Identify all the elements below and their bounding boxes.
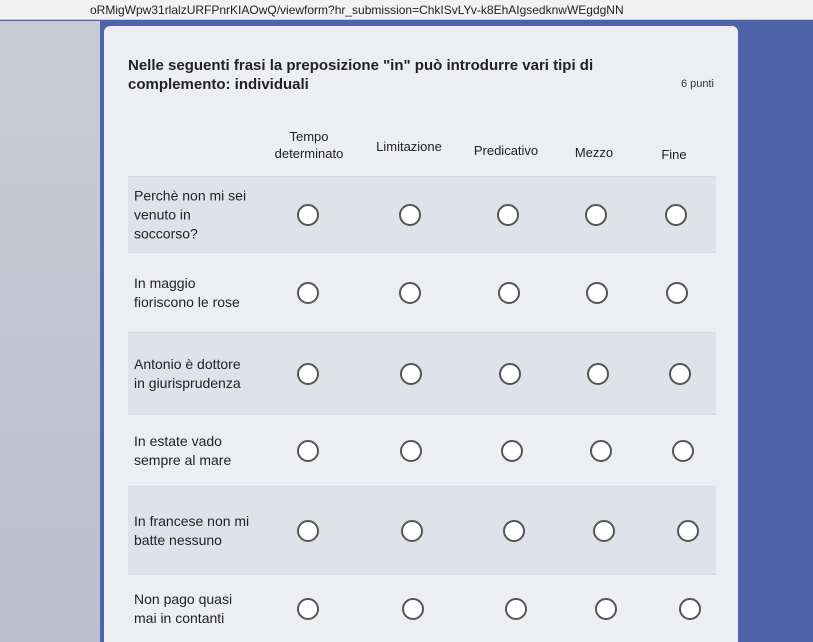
radio-fine[interactable] (666, 282, 688, 304)
radio-mezzo[interactable] (593, 520, 615, 542)
radio-mezzo[interactable] (590, 440, 612, 462)
radio-limitazione[interactable] (399, 204, 421, 226)
radio-tempo-determinato[interactable] (297, 204, 319, 226)
radio-tempo-determinato[interactable] (297, 282, 319, 304)
radio-fine[interactable] (672, 440, 694, 462)
radio-tempo-determinato[interactable] (297, 520, 319, 542)
radio-mezzo[interactable] (587, 363, 609, 385)
radio-tempo-determinato[interactable] (297, 440, 319, 462)
radio-mezzo[interactable] (595, 598, 617, 620)
radio-fine[interactable] (665, 204, 687, 226)
column-header-fine: Fine (661, 147, 687, 162)
radio-fine[interactable] (669, 363, 691, 385)
grid-row (128, 574, 716, 642)
column-header-predicativo: Predicativo (473, 143, 539, 158)
radio-fine[interactable] (677, 520, 699, 542)
radio-limitazione[interactable] (402, 598, 424, 620)
radio-limitazione[interactable] (400, 440, 422, 462)
row-label: In estate vado sempre al mare (134, 432, 232, 468)
url-text: oRMigWpw31rlalzURFPnrKIAOwQ/viewform?hr_submission=ChkISvLYv-k8EhAIgsedknwWEgdgNN (90, 3, 624, 17)
radio-predicativo[interactable] (501, 440, 523, 462)
radio-predicativo[interactable] (497, 204, 519, 226)
grid-row (128, 486, 716, 574)
question-title: Nelle seguenti frasi la preposizione "in" può introdurre vari tipi di complemento: individuali (128, 57, 594, 93)
radio-tempo-determinato[interactable] (297, 363, 319, 385)
row-label: Antonio è dottore in giurisprudenza (134, 355, 241, 391)
radio-predicativo[interactable] (498, 282, 520, 304)
row-label: In francese non mi batte nessuno (134, 512, 250, 548)
page-background (0, 21, 100, 642)
points-label: 6 punti (680, 78, 714, 90)
radio-mezzo[interactable] (586, 282, 608, 304)
row-label: Non pago quasi mai in contanti (134, 590, 233, 626)
column-header-mezzo: Mezzo (574, 145, 614, 160)
column-header-tempo-determinato: Tempo determinato (274, 129, 344, 161)
radio-predicativo[interactable] (499, 363, 521, 385)
address-bar[interactable] (0, 0, 813, 20)
grid-row (128, 332, 716, 414)
row-label: Perchè non mi sei venuto in soccorso? (134, 187, 247, 241)
radio-predicativo[interactable] (505, 598, 527, 620)
grid-row (128, 176, 716, 252)
radio-limitazione[interactable] (401, 520, 423, 542)
radio-limitazione[interactable] (399, 282, 421, 304)
radio-predicativo[interactable] (503, 520, 525, 542)
grid-row (128, 414, 716, 486)
radio-tempo-determinato[interactable] (297, 598, 319, 620)
radio-fine[interactable] (679, 598, 701, 620)
question-card (104, 26, 738, 642)
radio-limitazione[interactable] (400, 363, 422, 385)
column-header-limitazione: Limitazione (376, 139, 442, 154)
radio-mezzo[interactable] (585, 204, 607, 226)
row-label: In maggio fioriscono le rose (134, 274, 240, 310)
grid-row (128, 252, 716, 332)
